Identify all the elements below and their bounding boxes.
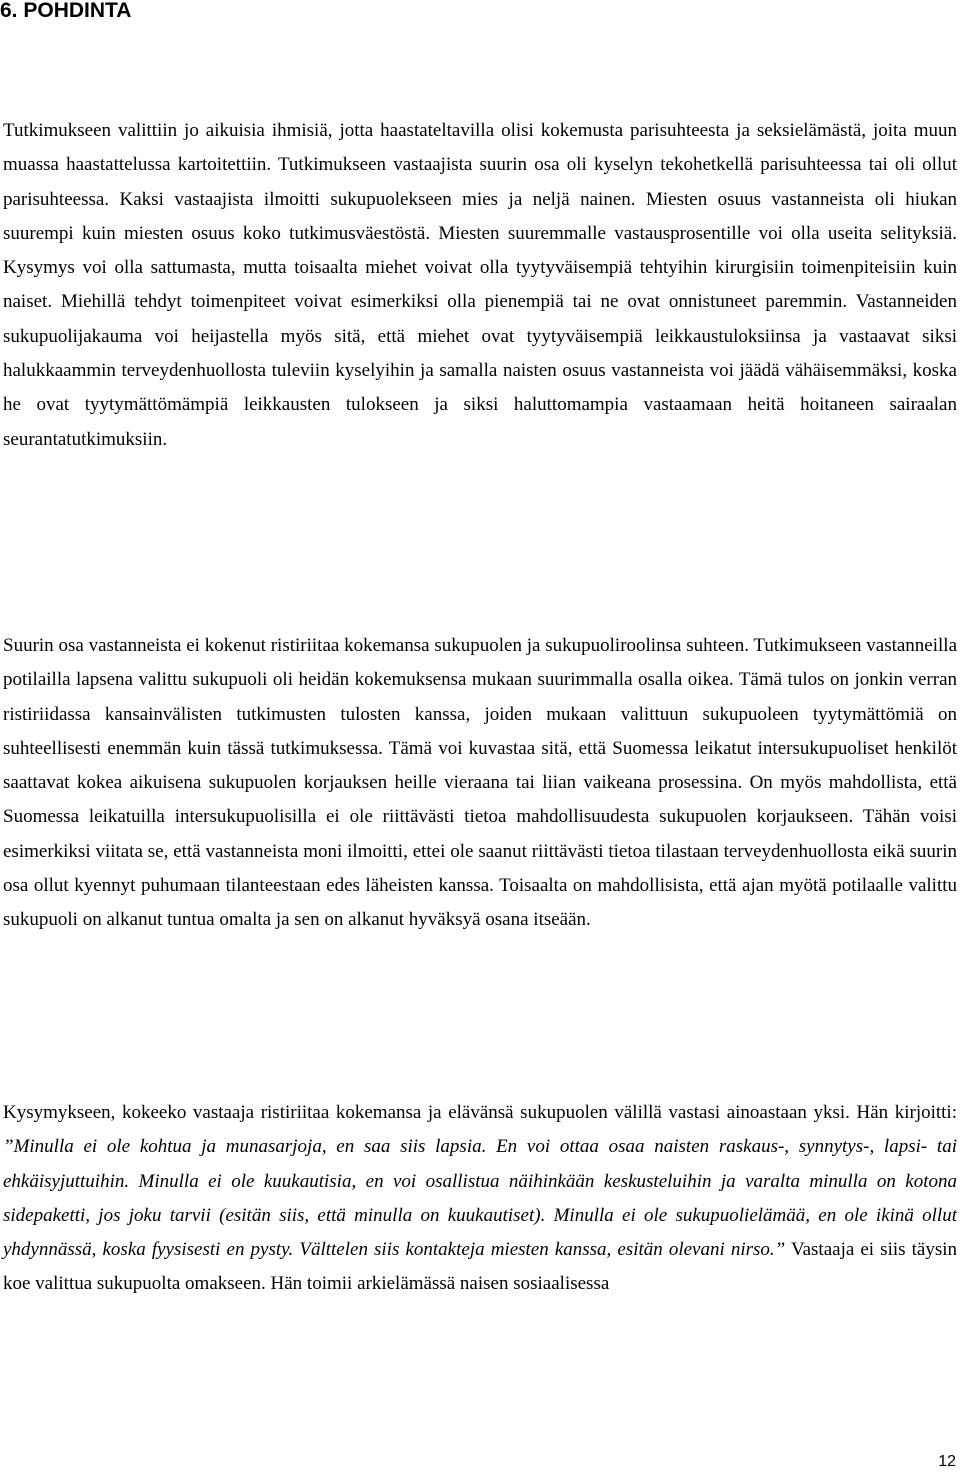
- paragraph-participants: [3, 114, 957, 457]
- section-heading: 6. POHDINTA: [0, 0, 132, 22]
- paragraph-gender-experience: [3, 629, 957, 938]
- paragraph-respondent-quote: [3, 1096, 957, 1302]
- paragraph-text: Tutkimukseen valittiin jo aikuisia ihmisiä, jotta haastateltavilla olisi kokemusta parisuhteesta ja seksielämästä, joita muun muassa haastattelussa kartoitettiin. Tutkimukseen vastaajista suurin osa oli kyselyn tekohetkellä parisuhteessa tai oli ollut parisuhteessa. Kaksi vastaajista ilmoitti sukupuolekseen mies ja neljä nainen. Miesten osuus vastanneista oli hiukan suurempi kuin miesten osuus koko tutkimusväestöstä. Miesten suuremmalle vastausprosentille voi olla useita selityksiä. Kysymys voi olla sattumasta, mutta toisaalta miehet voivat olla tyytyväisempiä tehtyihin kirurgisiin toimenpiteisiin kuin naiset. Miehillä tehdyt toimenpiteet voivat esimerkiksi olla pienempiä tai ne ovat onnistuneet paremmin. Vastanneiden sukupuolijakauma voi heijastella myös sitä, että miehet ovat tyytyväisempiä leikkaustuloksiinsa ja vastaavat siksi halukkaammin terveydenhuollosta tuleviin kyselyihin ja samalla naisten osuus vastanneista voi jäädä vähäisemmäksi, koska he ovat tyytymättömämpiä leikkausten tulokseen ja siksi haluttomampia vastaamaan heitä hoitaneen sairaalan seurantatutkimuksiin.: [3, 120, 957, 450]
- paragraph-text: Vastaaja ei siis täysin koe valittua sukupuolta omakseen. Hän toimii arkielämässä naisen sosiaalisessa: [3, 1239, 957, 1295]
- respondent-quote: ”Minulla ei ole kohtua ja munasarjoja, en saa siis lapsia. En voi ottaa osaa naisten raskaus-, synnytys-, lapsi- tai ehkäisyjuttuihin. Minulla ei ole kuukautisia, en voi osallistua näihinkään keskusteluihin ja varalta minulla on kotona sidepaketti, jos joku tarvii (esitän siis, että minulla on kuukautiset). Minulla ei ole sukupuolielämää, en ole ikinä ollut yhdynnässä, koska fyysisesti en pysty. Välttelen siis kontakteja miesten kanssa, esitän olevani nirso.”: [3, 1136, 957, 1261]
- paragraph-text: Suurin osa vastanneista ei kokenut ristiriitaa kokemansa sukupuolen ja sukupuoliroolinsa suhteen. Tutkimukseen vastanneilla potilailla lapsena valittu sukupuoli oli heidän kokemuksensa mukaan suurimmalla osalla oikea. Tämä tulos on jonkin verran ristiriidassa kansainvälisten tutkimusten tulosten kanssa, joiden mukaan valittuun sukupuoleen tyytymättömiä on suhteellisesti enemmän kuin tässä tutkimuksessa. Tämä voi kuvastaa sitä, että Suomessa leikatut intersukupuoliset henkilöt saattavat kokea aikuisena sukupuolen korjauksen heille vieraana tai liian vaikeana prosessina. On myös mahdollista, että Suomessa leikatuilla intersukupuolisilla ei ole riittävästi tietoa mahdollisuudesta sukupuolen korjaukseen. Tähän voisi esimerkiksi viitata se, että vastanneista moni ilmoitti, ettei ole saanut riittävästi tietoa tilastaan terveydenhuollosta eikä suurin osa ollut kyennyt puhumaan tilanteestaan edes läheisten kanssa. Toisaalta on mahdollisista, että ajan myötä potilaalle valittu sukupuoli on alkanut tuntua omalta ja sen on alkanut hyväksyä osana itseään.: [3, 635, 957, 931]
- page-number: 12: [938, 1453, 956, 1470]
- paragraph-text: Kysymykseen, kokeeko vastaaja ristiriitaa kokemansa ja elävänsä sukupuolen välillä vastasi ainoastaan yksi. Hän kirjoitti:: [3, 1102, 957, 1123]
